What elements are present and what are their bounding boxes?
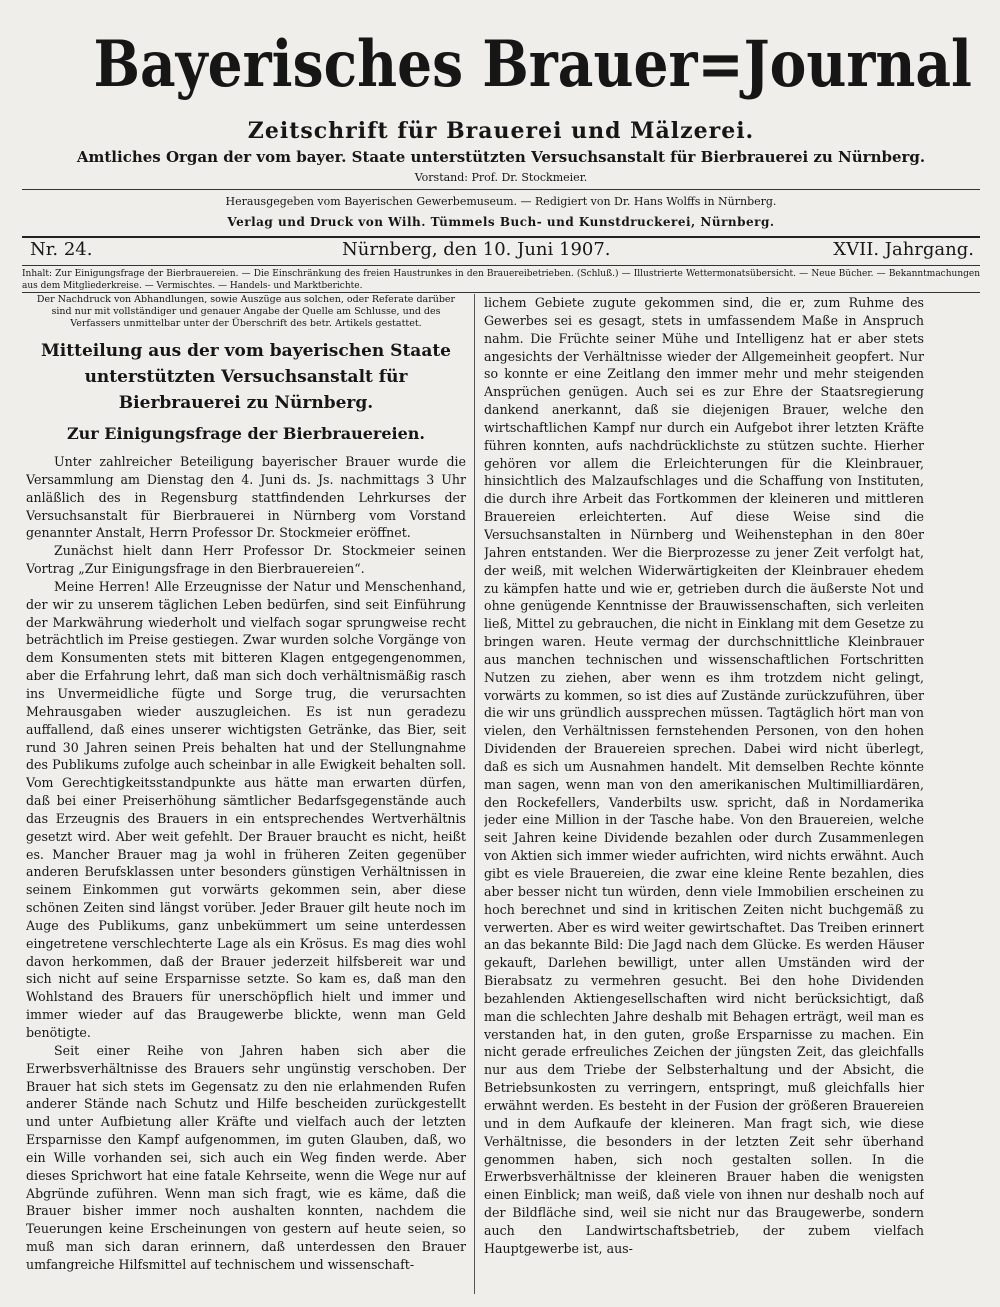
right-column [484,294,924,1298]
paragraph: Meine Herren! Alle Erzeugnisse der Natur und Menschenhand, der wir zu unserem täglichen Leben bedürfen, sind seit Einführung der Markwährung wiederholt und vielfach sogar sprungweise recht beträchtlich im Preise gestiegen. Zwar wurden solche Vorgänge von dem Konsumenten stets mit bitteren Klagen entgegengenommen, aber die Erfahrung lehrt, daß man sich doch verhältnismäßig rasch ins Unvermeidliche fügte und Sorge trug, die verursachten Mehrausgaben wieder auszugleichen. Es ist nun geradezu auffallend, daß eines unserer wichtigsten Getränke, das Bier, seit rund 30 Jahren seinen Preis behalten hat und der Stellungnahme des Publikums zufolge auch scheinbar in alle Ewigkeit behalten soll. Vom Gerechtigkeitsstandpunkte aus hätte man erwarten dürfen, daß bei einer Preiserhöhung sämtlicher Bedarfsgegenstände auch das Erzeugnis des Brauers in ein entsprechendes Wertverhältnis gesetzt wird. Aber weit gefehlt. Der Brauer braucht es nicht, heißt es. Mancher Brauer mag ja wohl in früheren Zeiten gegenüber anderen Berufsklassen unter besonders günstigen Verhältnissen in seinem Einkommen gut vorwärts gekommen sein, aber diese schönen Zeiten sind längst vorüber. Jeder Brauer gilt heute noch im Auge des Publikums, ganz unbekümmert um seine unterdessen eingetretene verschlechterte Lage als ein Krösus. Es mag dies wohl davon herkommen, daß der Brauer jederzeit hilfsbereit war und sich nicht auf seine Ersparnisse setzte. So kam es, daß man den Wohlstand des Brauers für unerschöpflich hielt und immer und immer wieder auf das Braugewerbe blickte, wenn man Geld benötigte. [26,578,466,1040]
paragraph: Unter zahlreicher Beteiligung bayerischer Brauer wurde die Versammlung am Dienstag den 4. Juni ds. Js. nachmittags 3 Uhr anläßlich des in Regensburg stattfindenden Lehrkurses der Versuchsanstalt für Bierbrauerei in Nürnberg vom Vorstand genannter Anstalt, Herrn Professor Dr. Stockmeier eröffnet. [26,454,466,541]
left-column-text [26,453,466,1274]
issue-volume: XVII. Jahrgang. [833,239,974,260]
right-column-text [484,294,924,1258]
official-organ-line: Amtliches Organ der vom bayer. Staate unterstützten Versuchsanstalt für Bierbrauerei zu Nürnberg. [76,148,926,166]
masthead-divider [22,189,980,190]
director-line: Vorstand: Prof. Dr. Stockmeier. [414,171,588,184]
contents-rule [22,292,980,293]
issue-row [22,239,980,265]
journal-subtitle: Zeitschrift für Brauerei und Mälzerei. [247,118,755,144]
issue-bottom-rule [22,265,980,266]
table-of-contents: Inhalt: Zur Einigungsfrage der Bierbrauereien. — Die Einschränkung des freien Haustrunkes in den Brauereibetrieben. (Schluß.) — Illustrierte Wettermonatsübersicht. — Neue Bücher. — Bekanntmachungen aus dem Mitgliederkreise. — Vermischtes. — Handels- und Marktberichte. [22,269,980,291]
reprint-notice: Der Nachdruck von Abhandlungen, sowie Auszüge aus solchen, oder Referate darüber sind nur mit vollständiger und genauer Angabe der Quelle am Schlusse, und des Verfassers unmittelbar unter der Überschrift des betr. Artikels gestattet. [36,294,456,329]
paragraph: Zunächst hielt dann Herr Professor Dr. Stockmeier seinen Vortrag „Zur Einigungsfrage in den Bierbrauereien“. [26,543,466,577]
paragraph: Seit einer Reihe von Jahren haben sich aber die Erwerbsverhältnisse des Brauers sehr ungünstig verschoben. Der Brauer hat sich stets im Gegensatz zu den nie erlahmenden Rufen anderer Stände nach Schutz und Hilfe bescheiden zurückgestellt und unter Aufbietung aller Kräfte und vielfach auch der letzten Ersparnisse den Kampf aufgenommen, im guten Glauben, daß, wo ein Wille vorhanden sei, sich auch ein Weg finden werde. Aber dieses Sprichwort hat eine fatale Kehrseite, wenn die Wege nur auf Abgründe zuführen. Wenn man sich fragt, wie es käme, daß die Brauer bisher immer noch aushalten konnten, nachdem die Teuerungen keine Erscheinungen von gestern auf heute seien, so muß man sich daran erinnern, daß unterdessen den Brauer umfangreiche Hilfsmittel auf technischem und wissenschaft- [26,1042,466,1272]
paragraph: lichem Gebiete zugute gekommen sind, die er, zum Ruhme des Gewerbes sei es gesagt, stets in umfassendem Maße in Anspruch nahm. Die Früchte seiner Mühe und Intelligenz hat er aber stets angesichts der Verhältnisse wieder der Allgemeinheit geopfert. Nur so konnte er eine Zeitlang den immer mehr und mehr steigenden Ansprüchen genügen. Auch sei es zur Ehre der Staatsregierung dankend anerkannt, daß sie diejenigen Brauer, welche den wirtschaftlichen Kampf nur durch ein Aufgebot ihrer letzten Kräfte führen konnten, aufs nachdrücklichste zu stützen suchte. Hierher gehören vor allem die Erleichterungen für die Kleinbrauer, hinsichtlich des Malzaufschlages und die Schaffung von Instituten, die durch ihre Arbeit das Fortkommen der kleineren und mittleren Brauereien erleichterten. Auf diese Weise sind die Versuchsanstalten in Nürnberg und Weihenstephan in den 80er Jahren entstanden. Wer die Bierprozesse zu jener Zeit verfolgt hat, der weiß, mit welchen Widerwärtigkeiten der Kleinbrauer ehedem zu kämpfen hatte und wie er, getrieben durch die äußerste Not und ohne genügende Kenntnisse der Brauwissenschaften, sich verleiten ließ, Mittel zu gebrauchen, die nicht in Einklang mit dem Gesetze zu bringen waren. Heute vermag der durchschnittliche Kleinbrauer aus manchen technischen und wissenschaftlichen Fortschritten Nutzen zu ziehen, aber wenn es ihm trotzdem nicht gelingt, vorwärts zu kommen, so ist dies auf Zustände zurückzuführen, über die wir uns gründlich aussprechen müssen. Tagtäglich hört man von vielen, den Verhältnissen fernstehenden Personen, von den hohen Dividenden der Brauereien sprechen. Dabei wird nicht überlegt, daß es sich um Ausnahmen handelt. Mit demselben Rechte könnte man sagen, wenn man von den amerikanischen Multimilliardären, den Rockefellers, Vanderbilts usw. spricht, daß in Nordamerika jeder eine Million in der Tasche habe. Von den Brauereien, welche seit Jahren keine Dividende bezahlen oder durch Zusammenlegen von Aktien sich immer wieder aufrichten, wird nichts erwähnt. Auch gibt es viele Brauereien, die zwar eine kleine Rente bezahlen, dies aber besser nicht tun würden, denn viele Immobilien erscheinen zu hoch berechnet und sind in kritischen Zeiten nicht buchgemäß zu verwerten. Aber es wird weiter gewirtschaftet. Das Treiben erinnert an das bekannte Bild: Die Jagd nach dem Glücke. Es werden Häuser gekauft, Darlehen bewilligt, unter allen Umständen wird der Bierabsatz zu vermehren gesucht. Bei den hohe Dividenden bezahlenden Aktiengesellschaften wird nicht berücksichtigt, daß man die schlechten Jahre deshalb mit Behagen erträgt, weil man es verstanden hat, in den guten, große Ersparnisse zu machen. Ein nicht gerade erfreuliches Zeichen der jüngsten Zeit, das gleichfalls nur aus dem Triebe der Selbsterhaltung und der Absicht, die Betriebsunkosten zu verringern, entspringt, muß gleichfalls hier erwähnt werden. Es besteht in der Fusion der größeren Brauereien und in dem Aufkaufe der kleineren. Man fragt sich, wie diese Verhältnisse, die besonders in der letzten Zeit sehr überhand genommen haben, sich noch gestalten sollen. In die Erwerbsverhältnisse der kleineren Brauer haben die wenigsten einen Einblick; man weiß, daß viele von ihnen nur deshalb noch auf der Bildfläche sind, weil sie nicht nur das Braugewerbe, sondern auch den Landwirtschaftsbetrieb, der zubem vielfach Hauptgewerbe ist, aus- [484,295,924,1256]
issue-top-rule [22,236,980,238]
article-title: Zur Einigungsfrage der Bierbrauereien. [66,424,425,443]
article-headline: Mitteilung aus der vom bayerischen Staate unterstützten Versuchsanstalt für Bierbrauerei zu Nürnberg. [40,341,452,413]
issue-number: Nr. 24. [30,239,93,260]
masthead-title: Bayerisches Brauer=Journal [93,27,972,102]
printer-line: Verlag und Druck von Wilh. Tümmels Buch- und Kunstdruckerei, Nürnberg. [227,215,775,229]
masthead [22,22,980,108]
left-column [26,294,466,1298]
issue-date: Nürnberg, den 10. Juni 1907. [342,239,611,260]
column-divider [474,294,475,1294]
publisher-line: Herausgegeben vom Bayerischen Gewerbemuseum. — Redigiert von Dr. Hans Wolffs in Nürnberg. [225,195,777,208]
